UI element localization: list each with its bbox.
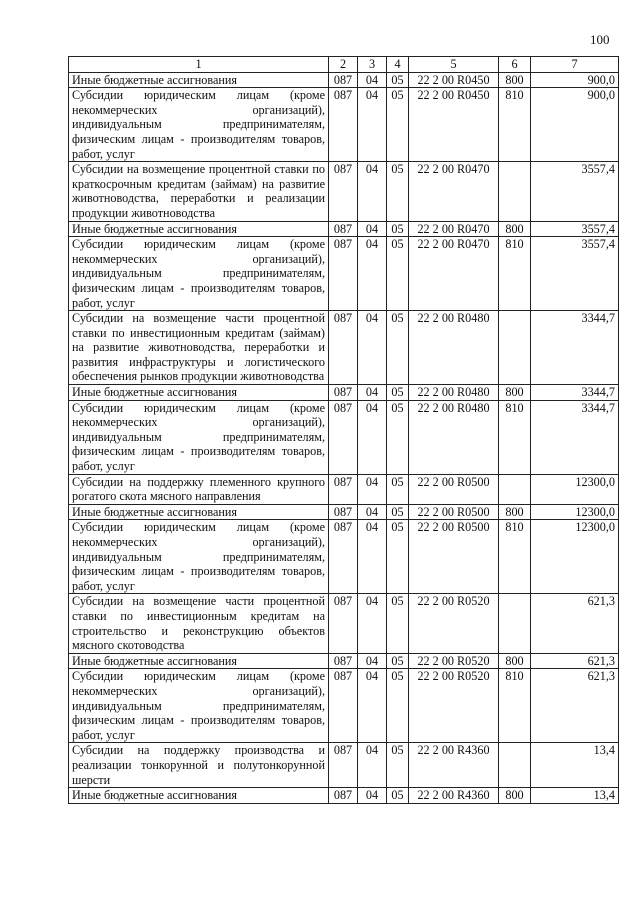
admin-code-cell: 087 — [329, 788, 358, 804]
row-name-cell: Субсидии юридическим лицам (кроме некоммерческих организаций), индивидуальным предпринимателям, физическим лицам - производителям товаров, работ, услуг — [69, 520, 329, 594]
column-header: 1 — [69, 57, 329, 73]
section-cell: 04 — [358, 669, 387, 743]
table-body — [69, 72, 619, 803]
table-row — [69, 237, 619, 311]
row-name-cell: Иные бюджетные ассигнования — [69, 788, 329, 804]
table-row — [69, 504, 619, 520]
admin-code-cell: 087 — [329, 237, 358, 311]
target-article-cell: 22 2 00 R0520 — [409, 653, 499, 669]
column-header: 7 — [531, 57, 619, 73]
subsection-cell: 05 — [387, 504, 409, 520]
section-cell: 04 — [358, 221, 387, 237]
table-row — [69, 311, 619, 385]
row-name-cell: Иные бюджетные ассигнования — [69, 221, 329, 237]
column-header: 2 — [329, 57, 358, 73]
table-row — [69, 653, 619, 669]
section-cell: 04 — [358, 504, 387, 520]
section-cell: 04 — [358, 520, 387, 594]
section-cell: 04 — [358, 385, 387, 401]
expense-type-cell: 800 — [499, 72, 531, 88]
subsection-cell: 05 — [387, 311, 409, 385]
subsection-cell: 05 — [387, 653, 409, 669]
amount-cell: 3344,7 — [531, 385, 619, 401]
table-row — [69, 88, 619, 162]
expense-type-cell: 810 — [499, 237, 531, 311]
admin-code-cell: 087 — [329, 311, 358, 385]
expense-type-cell: 810 — [499, 88, 531, 162]
table-header-row — [69, 57, 619, 73]
amount-cell: 13,4 — [531, 788, 619, 804]
row-name-cell: Субсидии юридическим лицам (кроме некоммерческих организаций), индивидуальным предпринимателям, физическим лицам - производителям товаров, работ, услуг — [69, 237, 329, 311]
admin-code-cell: 087 — [329, 221, 358, 237]
admin-code-cell: 087 — [329, 474, 358, 504]
row-name-cell: Субсидии юридическим лицам (кроме некоммерческих организаций), индивидуальным предпринимателям, физическим лицам - производителям товаров, работ, услуг — [69, 669, 329, 743]
amount-cell: 3344,7 — [531, 400, 619, 474]
expense-type-cell — [499, 743, 531, 788]
expense-type-cell: 810 — [499, 400, 531, 474]
amount-cell: 621,3 — [531, 653, 619, 669]
admin-code-cell: 087 — [329, 743, 358, 788]
subsection-cell: 05 — [387, 162, 409, 221]
admin-code-cell: 087 — [329, 520, 358, 594]
row-name-cell: Субсидии на возмещение части процентной ставки по инвестиционным кредитам (займам) на развитие животноводства, переработки и развития инфраструктуры и логистического обеспечения рынков продукции животноводства — [69, 311, 329, 385]
row-name-cell: Субсидии на возмещение части процентной ставки по инвестиционным кредитам на строительство и реконструкцию объектов мясного скотоводства — [69, 594, 329, 653]
page-number: 100 — [590, 32, 610, 47]
row-name-cell: Иные бюджетные ассигнования — [69, 653, 329, 669]
subsection-cell: 05 — [387, 385, 409, 401]
amount-cell: 12300,0 — [531, 474, 619, 504]
table-row — [69, 520, 619, 594]
target-article-cell: 22 2 00 R0520 — [409, 669, 499, 743]
expense-type-cell — [499, 594, 531, 653]
expense-type-cell: 800 — [499, 788, 531, 804]
target-article-cell: 22 2 00 R4360 — [409, 788, 499, 804]
section-cell: 04 — [358, 72, 387, 88]
budget-table — [68, 56, 619, 804]
expense-type-cell: 800 — [499, 653, 531, 669]
amount-cell: 3557,4 — [531, 162, 619, 221]
amount-cell: 12300,0 — [531, 504, 619, 520]
admin-code-cell: 087 — [329, 72, 358, 88]
admin-code-cell: 087 — [329, 669, 358, 743]
amount-cell: 621,3 — [531, 594, 619, 653]
column-header: 6 — [499, 57, 531, 73]
target-article-cell: 22 2 00 R0500 — [409, 520, 499, 594]
subsection-cell: 05 — [387, 400, 409, 474]
table-row — [69, 400, 619, 474]
subsection-cell: 05 — [387, 221, 409, 237]
subsection-cell: 05 — [387, 788, 409, 804]
target-article-cell: 22 2 00 R0500 — [409, 474, 499, 504]
row-name-cell: Субсидии юридическим лицам (кроме некоммерческих организаций), индивидуальным предпринимателям, физическим лицам - производителям товаров, работ, услуг — [69, 400, 329, 474]
row-name-cell: Иные бюджетные ассигнования — [69, 504, 329, 520]
expense-type-cell — [499, 311, 531, 385]
subsection-cell: 05 — [387, 237, 409, 311]
table-row — [69, 221, 619, 237]
section-cell: 04 — [358, 237, 387, 311]
table-row — [69, 788, 619, 804]
row-name-cell: Иные бюджетные ассигнования — [69, 72, 329, 88]
target-article-cell: 22 2 00 R0470 — [409, 221, 499, 237]
admin-code-cell: 087 — [329, 504, 358, 520]
admin-code-cell: 087 — [329, 88, 358, 162]
section-cell: 04 — [358, 88, 387, 162]
column-header: 4 — [387, 57, 409, 73]
admin-code-cell: 087 — [329, 400, 358, 474]
admin-code-cell: 087 — [329, 653, 358, 669]
table-row — [69, 72, 619, 88]
table-row — [69, 594, 619, 653]
subsection-cell: 05 — [387, 520, 409, 594]
subsection-cell: 05 — [387, 72, 409, 88]
column-header: 3 — [358, 57, 387, 73]
section-cell: 04 — [358, 788, 387, 804]
amount-cell: 12300,0 — [531, 520, 619, 594]
amount-cell: 13,4 — [531, 743, 619, 788]
admin-code-cell: 087 — [329, 594, 358, 653]
subsection-cell: 05 — [387, 743, 409, 788]
target-article-cell: 22 2 00 R0470 — [409, 237, 499, 311]
table-row — [69, 385, 619, 401]
section-cell: 04 — [358, 162, 387, 221]
section-cell: 04 — [358, 653, 387, 669]
target-article-cell: 22 2 00 R0480 — [409, 385, 499, 401]
amount-cell: 3557,4 — [531, 221, 619, 237]
amount-cell: 900,0 — [531, 88, 619, 162]
row-name-cell: Субсидии на поддержку племенного крупного рогатого скота мясного направления — [69, 474, 329, 504]
amount-cell: 621,3 — [531, 669, 619, 743]
expense-type-cell: 810 — [499, 520, 531, 594]
table-row — [69, 474, 619, 504]
column-header: 5 — [409, 57, 499, 73]
section-cell: 04 — [358, 594, 387, 653]
amount-cell: 3344,7 — [531, 311, 619, 385]
table-row — [69, 669, 619, 743]
target-article-cell: 22 2 00 R0450 — [409, 88, 499, 162]
target-article-cell: 22 2 00 R0470 — [409, 162, 499, 221]
expense-type-cell: 800 — [499, 221, 531, 237]
section-cell: 04 — [358, 743, 387, 788]
target-article-cell: 22 2 00 R0450 — [409, 72, 499, 88]
expense-type-cell: 810 — [499, 669, 531, 743]
table-row — [69, 743, 619, 788]
subsection-cell: 05 — [387, 474, 409, 504]
row-name-cell: Иные бюджетные ассигнования — [69, 385, 329, 401]
section-cell: 04 — [358, 474, 387, 504]
target-article-cell: 22 2 00 R0480 — [409, 311, 499, 385]
row-name-cell: Субсидии на возмещение процентной ставки по краткосрочным кредитам (займам) на развитие животноводства, переработки и реализации продукции животноводства — [69, 162, 329, 221]
amount-cell: 900,0 — [531, 72, 619, 88]
section-cell: 04 — [358, 311, 387, 385]
expense-type-cell — [499, 474, 531, 504]
target-article-cell: 22 2 00 R0500 — [409, 504, 499, 520]
admin-code-cell: 087 — [329, 162, 358, 221]
admin-code-cell: 087 — [329, 385, 358, 401]
expense-type-cell: 800 — [499, 504, 531, 520]
amount-cell: 3557,4 — [531, 237, 619, 311]
subsection-cell: 05 — [387, 88, 409, 162]
expense-type-cell — [499, 162, 531, 221]
row-name-cell: Субсидии юридическим лицам (кроме некоммерческих организаций), индивидуальным предпринимателям, физическим лицам - производителям товаров, работ, услуг — [69, 88, 329, 162]
row-name-cell: Субсидии на поддержку производства и реализации тонкорунной и полутонкорунной шерсти — [69, 743, 329, 788]
target-article-cell: 22 2 00 R0480 — [409, 400, 499, 474]
subsection-cell: 05 — [387, 594, 409, 653]
target-article-cell: 22 2 00 R4360 — [409, 743, 499, 788]
expense-type-cell: 800 — [499, 385, 531, 401]
target-article-cell: 22 2 00 R0520 — [409, 594, 499, 653]
section-cell: 04 — [358, 400, 387, 474]
subsection-cell: 05 — [387, 669, 409, 743]
table-row — [69, 162, 619, 221]
